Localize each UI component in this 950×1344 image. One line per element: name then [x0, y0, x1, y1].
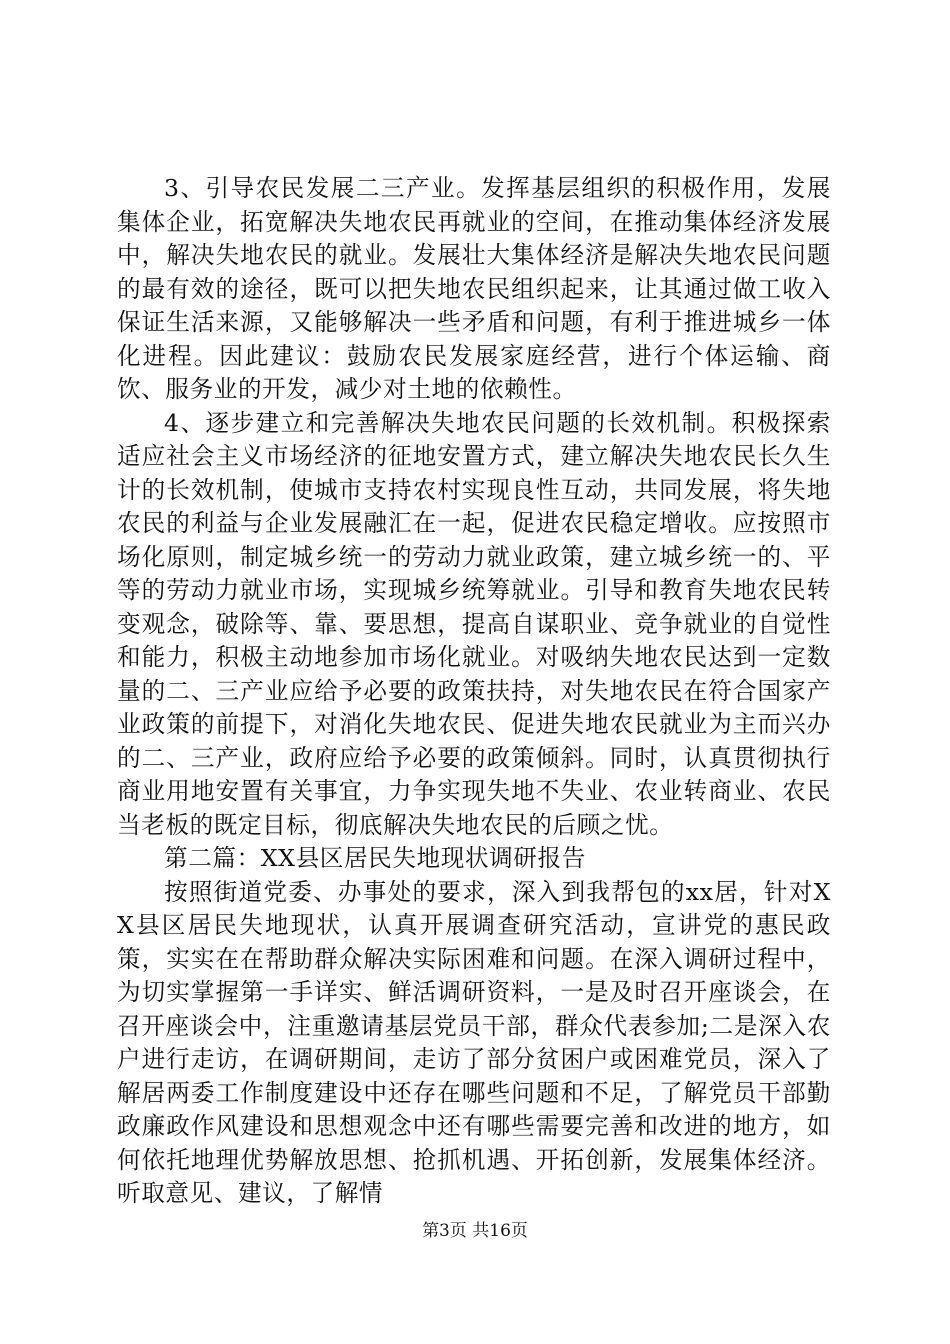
paragraph-industry-development: 3、引导农民发展二三产业。发挥基层组织的积极作用，发展集体企业，拓宽解决失地农民再就业的空间，在推动集体经济发展中，解决失地农民的就业。发展壮大集体经济是解决失地农民问题的最有效的途径，既可以把失地农民组织起来，让其通过做工收入保证生活来源，又能够解决一些矛盾和问题，有利于推进城乡一体化进程。因此建议：鼓励农民发展家庭经营，进行个体运输、商饮、服务业的开发，减少对土地的依赖性。 [117, 174, 831, 403]
paragraph-survey-intro: 按照街道党委、办事处的要求，深入到我帮包的xx居，针对XX县区居民失地现状，认真开展调查研究活动，宣讲党的惠民政策，实实在在帮助群众解决实际困难和问题。在深入调研过程中，为切实掌握第一手详实、鲜活调研资料，一是及时召开座谈会，在召开座谈会中，注重邀请基层党员干部，群众代表参加;二是深入农户进行走访，在调研期间，走访了部分贫困户或困难党员，深入了解居两委工作制度建设中还存在哪些问题和不足，了解党员干部勤政廉政作风建设和思想观念中还有哪些需要完善和改进的地方，如何依托地理优势解放思想、抢抓机遇、开拓创新，发展集体经济。听取意见、建议，了解情 [117, 877, 831, 1207]
document-body [117, 172, 831, 1211]
paragraph-long-term-mechanism: 4、逐步建立和完善解决失地农民问题的长效机制。积极探索适应社会主义市场经济的征地安置方式，建立解决失地农民长久生计的长效机制，使城市支持农村实现良性互动，共同发展，将失地农民的利益与企业发展融汇在一起，促进农民稳定增收。应按照市场化原则，制定城乡统一的劳动力就业政策，建立城乡统一的、平等的劳动力就业市场，实现城乡统筹就业。引导和教育失地农民转变观念，破除等、靠、要思想，提高自谋职业、竞争就业的自觉性和能力，积极主动地参加市场化就业。对吸纳失地农民达到一定数量的二、三产业应给予必要的政策扶持，对失地农民在符合国家产业政策的前提下，对消化失地农民、促进失地农民就业为主而兴办的二、三产业，政府应给予必要的政策倾斜。同时，认真贯彻执行商业用地安置有关事宜，力争实现失地不失业、农业转商业、农民当老板的既定目标，彻底解决失地农民的后顾之忧。 [117, 408, 831, 839]
section-heading: 第二篇：XX县区居民失地现状调研报告 [164, 844, 586, 872]
page-number-footer: 第3页 共16页 [422, 1221, 528, 1241]
